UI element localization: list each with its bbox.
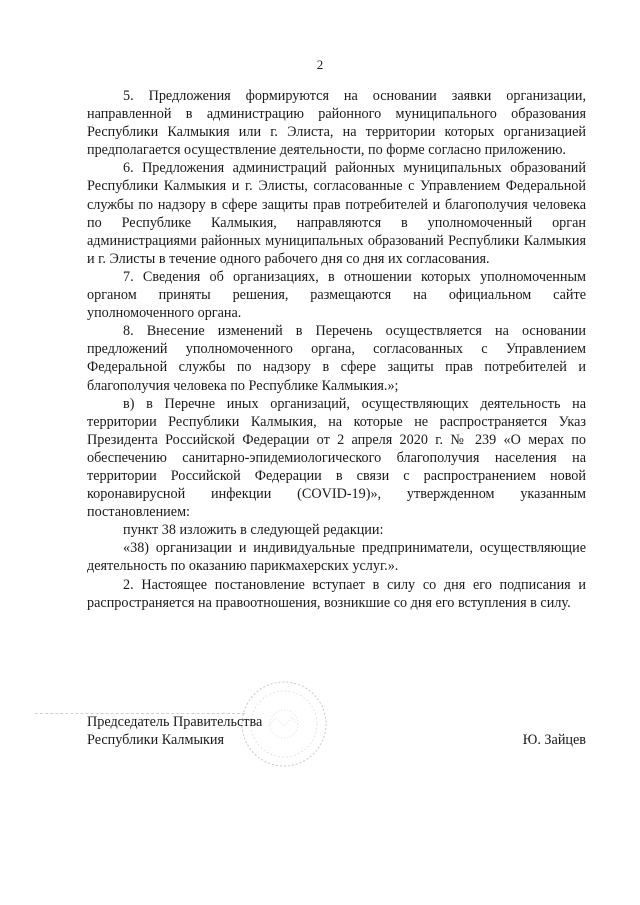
signatory-name: Ю. Зайцев: [522, 732, 586, 748]
paragraph-8: 8. Внесение изменений в Перечень осуществляется на основании предложений уполномоченного органа, согласованных с Управлением Федеральной службы по надзору в сфере защиты прав потребителей и благополучия человека по Республике Калмыкия.»;: [87, 323, 586, 394]
paragraph-7: 7. Сведения об организациях, в отношении которых уполномоченным органом приняты решения, размещаются на официальном сайте уполномоченного органа.: [87, 268, 586, 322]
signatory-position-line2: Республики Калмыкия: [87, 732, 225, 749]
paragraph-6: 6. Предложения администраций районных муниципальных образований Республики Калмыкия и г. Элисты, согласованные с Управлением Федеральной службы по надзору в сфере защиты прав потребителей и благополучия человека по Республике Калмыкия, направляются в уполномоченный орган администрациями районных муниципальных образований Республики Калмыкия и г. Элисты в течение одного рабочего дня со дня их согласования.: [87, 160, 586, 267]
paragraph-item-38-intro: пункт 38 изложить в следующей редакции:: [123, 522, 384, 539]
document-body: [87, 87, 586, 612]
paragraph-item-38: «38) организации и индивидуальные предприниматели, осуществляющие деятельность по оказанию парикмахерских услуг.».: [87, 540, 586, 575]
paragraph-2-effective: 2. Настоящее постановление вступает в силу со дня его подписания и распространяется на правоотношения, возникшие со дня его вступления в силу.: [87, 576, 586, 611]
signatory-position-line1: Председатель Правительства: [87, 714, 263, 730]
page-number: 2: [316, 57, 324, 72]
signature-block: [87, 713, 586, 753]
signatory-position: [87, 713, 262, 749]
paragraph-5: 5. Предложения формируются на основании заявки организации, направленной в администрацию районного муниципального образования Республики Калмыкия или г. Элиста, на территории которых организацией предполагается осуществление деятельности, по форме согласно приложению.: [87, 88, 586, 159]
paragraph-v: в) в Перечне иных организаций, осуществляющих деятельность на территории Республики Калмыкия, на которые не распространяется Указ Президента Российской Федерации от 2 апреля 2020 г. № 239 «О мерах по обеспечению санитарно-эпидемиологического благополучия населения на территории Российской Федерации в связи с распространением новой коронавирусной инфекции (COVID-19)», утвержденном указанным постановлением:: [87, 395, 586, 521]
